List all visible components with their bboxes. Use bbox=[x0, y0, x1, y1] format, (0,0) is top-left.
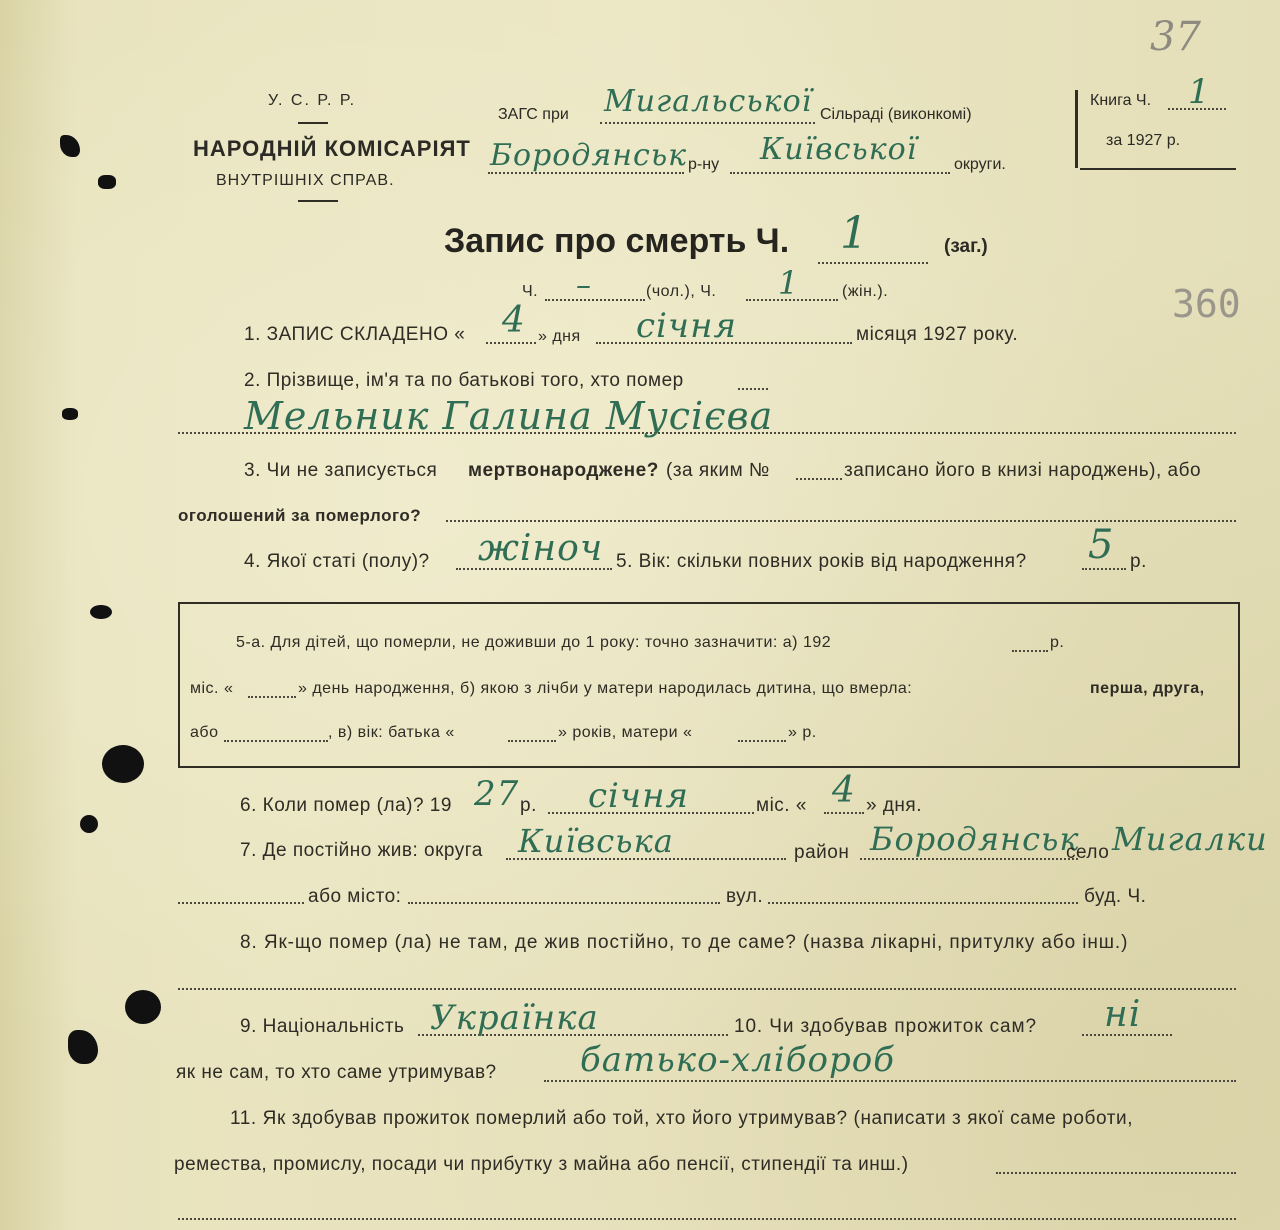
archive-number: 37 bbox=[1150, 14, 1201, 60]
q5a-line3a: або bbox=[190, 724, 219, 741]
q5-unit: р. bbox=[1130, 551, 1147, 572]
divider bbox=[298, 122, 328, 124]
paper-damage bbox=[90, 605, 112, 619]
paper-damage bbox=[60, 135, 80, 157]
q7-selo-label: село bbox=[1066, 842, 1110, 863]
q8-label: 8. Як-що помер (ла) не там, де жив постійно, то де саме? (назва лікарні, притулку або інш.) bbox=[240, 932, 1129, 953]
q1-day-line bbox=[486, 342, 536, 344]
q7-city-label: або місто: bbox=[308, 886, 402, 907]
q5a-month-line bbox=[248, 696, 296, 698]
male-count-line bbox=[545, 299, 645, 301]
okruha-label: округи. bbox=[954, 156, 1006, 173]
q5-label: 5. Вік: скільки повних років від народження? bbox=[616, 551, 1027, 572]
binder-hole bbox=[102, 745, 144, 783]
q2-label: 2. Прізвище, ім'я та по батькові того, хто помер bbox=[244, 370, 684, 391]
q5a-line3c: » років, матери « bbox=[558, 724, 693, 741]
q7-raion-line bbox=[860, 858, 1078, 860]
paper-damage bbox=[80, 815, 98, 833]
q6-day-line bbox=[824, 812, 864, 814]
book-number: 1 bbox=[1188, 72, 1211, 112]
q5a-line2b: » день народження, б) якою з лічби у матери народилась дитина, що вмерла: bbox=[298, 680, 913, 697]
q3-part3: записано його в книзі народжень), або bbox=[844, 460, 1202, 481]
book-box-bottom bbox=[1080, 168, 1236, 170]
raion-value: Бородянськ bbox=[490, 138, 688, 173]
q2-line-end bbox=[738, 388, 768, 390]
republic-label: У. С. Р. Р. bbox=[268, 92, 357, 109]
q5a-line2a: міс. « bbox=[190, 680, 234, 697]
q7-raion: Бородянськ bbox=[870, 820, 1080, 858]
q3-part1: 3. Чи не записується bbox=[244, 460, 438, 481]
female-count: 1 bbox=[778, 264, 800, 302]
q9-value: Українка bbox=[430, 998, 599, 1038]
book-box-left bbox=[1075, 90, 1078, 168]
q7-house-label: буд. Ч. bbox=[1084, 886, 1147, 907]
q7-street-label: вул. bbox=[726, 886, 764, 907]
q3-declared-line bbox=[446, 520, 1236, 522]
q10-value: ні bbox=[1104, 994, 1142, 1035]
q9-who-label: як не сам, то хто саме утримував? bbox=[176, 1062, 497, 1083]
q1-day: 4 bbox=[502, 300, 526, 341]
okruha-value: Київської bbox=[760, 132, 918, 167]
q7-label: 7. Де постійно жив: округа bbox=[240, 840, 483, 861]
q5a-other-line bbox=[224, 740, 328, 742]
paper-damage bbox=[62, 408, 78, 420]
q10-label: 10. Чи здобував прожиток сам? bbox=[734, 1016, 1037, 1037]
q6-r: р. bbox=[520, 795, 537, 816]
q1-month: січня bbox=[636, 306, 737, 346]
q3-number-line bbox=[796, 478, 842, 480]
q9-who-value: батько-хлібороб bbox=[580, 1040, 895, 1080]
q6-end: » дня. bbox=[866, 795, 922, 816]
q5a-mother-age-line bbox=[738, 740, 786, 742]
count-prefix: Ч. bbox=[522, 283, 539, 300]
q9-who-line bbox=[544, 1080, 1236, 1082]
q6-day: 4 bbox=[832, 770, 856, 811]
q1-label: 1. ЗАПИС СКЛАДЕНО « bbox=[244, 324, 466, 345]
q7-okruha: Київська bbox=[518, 822, 674, 860]
record-number: 1 bbox=[840, 208, 869, 259]
q11-answer-line bbox=[178, 1218, 1236, 1220]
q7-city-line bbox=[408, 902, 720, 904]
q6-month: січня bbox=[588, 776, 689, 816]
q1-end: місяця 1927 року. bbox=[856, 324, 1019, 345]
zags-suffix: Сільраді (виконкомі) bbox=[820, 106, 972, 123]
okruha-line bbox=[730, 172, 950, 174]
zags-village-value: Мигальської bbox=[604, 84, 813, 119]
q8-answer-line bbox=[178, 988, 1236, 990]
q4-label: 4. Якої статі (полу)? bbox=[244, 551, 430, 572]
q5a-line1: 5-а. Для дітей, що померли, не доживши до 1 року: точно зазначити: а) 192 bbox=[236, 634, 832, 651]
q3-part2: (за яким № bbox=[666, 460, 770, 481]
q11-line1: 11. Як здобував прожиток померлий або той, хто його утримував? (написати з якої саме роботи, bbox=[230, 1108, 1134, 1129]
q5-age-line bbox=[1082, 568, 1126, 570]
female-label: (жін.). bbox=[842, 283, 889, 300]
binder-hole bbox=[68, 1030, 98, 1064]
commissariat-title: НАРОДНІЙ КОМІСАРІЯТ bbox=[193, 136, 471, 161]
q7-selo: Мигалки bbox=[1112, 820, 1268, 858]
record-number-line bbox=[818, 262, 928, 264]
q4-value: жіноч bbox=[478, 528, 604, 569]
record-title: Запис про смерть Ч. bbox=[444, 222, 790, 260]
divider bbox=[298, 200, 338, 202]
q5a-father-age-line bbox=[508, 740, 556, 742]
male-label: (чол.), Ч. bbox=[646, 283, 717, 300]
q1-mid: » дня bbox=[538, 328, 581, 345]
q5a-year-line bbox=[1012, 650, 1048, 652]
q11-line2-answer bbox=[996, 1172, 1236, 1174]
book-label: Книга Ч. bbox=[1090, 92, 1152, 109]
q3-stillborn: мертвонароджене? bbox=[468, 460, 659, 481]
zags-prefix: ЗАГС при bbox=[498, 106, 569, 123]
page-stamp-number: 360 bbox=[1172, 282, 1241, 326]
q6-label: 6. Коли помер (ла)? 19 bbox=[240, 795, 452, 816]
q5a-line3b: , в) вік: батька « bbox=[328, 724, 455, 741]
q7-street-line bbox=[768, 902, 1078, 904]
q6-year: 27 bbox=[474, 774, 520, 814]
q7-raion-label: район bbox=[794, 842, 850, 863]
raion-label: р-ну bbox=[688, 156, 720, 173]
q5a-line3d: » р. bbox=[788, 724, 817, 741]
q11-line2: ремества, промислу, посади чи прибутку з майна або пенсії, стипендії та инш.) bbox=[174, 1154, 909, 1175]
q2-name: Мельник Галина Мусієва bbox=[244, 394, 774, 438]
department-label: ВНУТРІШНІХ СПРАВ. bbox=[216, 172, 395, 189]
q7-city-pre-line bbox=[178, 902, 304, 904]
record-title-suffix: (заг.) bbox=[944, 236, 988, 257]
q5-age: 5 bbox=[1088, 522, 1115, 568]
q9-label: 9. Національність bbox=[240, 1016, 405, 1037]
q3-declared-dead: оголошений за померлого? bbox=[178, 506, 422, 525]
paper-damage bbox=[98, 175, 116, 189]
q5a-birth-order: перша, друга, bbox=[1090, 680, 1205, 697]
q5a-line1-end: р. bbox=[1050, 634, 1065, 651]
zags-village-line bbox=[600, 122, 815, 124]
binder-hole bbox=[125, 990, 161, 1024]
book-year: за 1927 р. bbox=[1106, 132, 1181, 149]
q6-mis: міс. « bbox=[756, 795, 807, 816]
male-count: – bbox=[576, 268, 592, 303]
